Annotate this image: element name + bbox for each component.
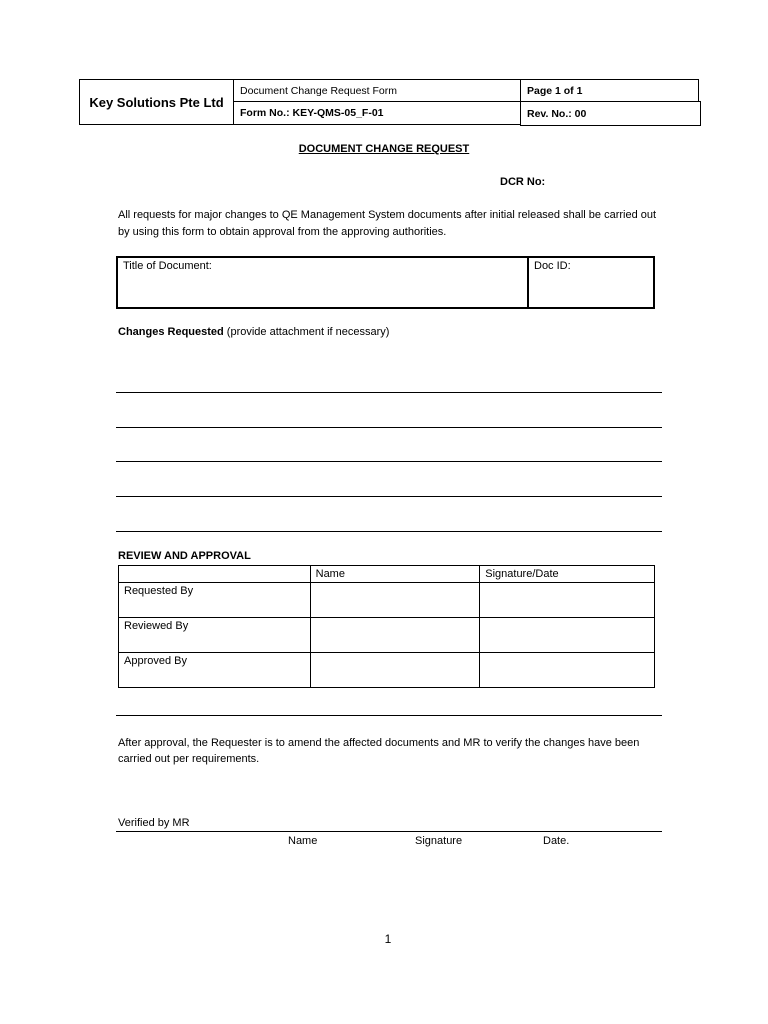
requested-by-label: Requested By xyxy=(119,583,311,618)
document-title: DOCUMENT CHANGE REQUEST xyxy=(298,143,470,155)
table-header-signature-date: Signature/Date xyxy=(480,566,655,583)
changes-line-5 xyxy=(116,531,662,532)
approved-by-label: Approved By xyxy=(119,653,311,688)
changes-requested-note: (provide attachment if necessary) xyxy=(223,326,390,338)
form-number-cell xyxy=(233,101,521,125)
revision-number: Rev. No.: 00 xyxy=(527,107,587,120)
verification-line xyxy=(116,831,662,832)
changes-line-4 xyxy=(116,496,662,497)
changes-requested-label: Changes Requested xyxy=(118,326,224,338)
table-header-cell xyxy=(119,566,311,583)
review-approval-table xyxy=(118,565,655,688)
table-row xyxy=(119,583,655,618)
page-number: 1 xyxy=(384,932,392,946)
approved-by-name-cell[interactable] xyxy=(310,653,480,688)
intro-paragraph: All requests for major changes to QE Management System documents after initial released shall be carried out by using this form to obtain approval from the approving authorities. xyxy=(118,209,657,238)
reviewed-by-name-cell[interactable] xyxy=(310,618,480,653)
requested-by-signature-cell[interactable] xyxy=(480,583,655,618)
approved-by-signature-cell[interactable] xyxy=(480,653,655,688)
verification-name-label: Name xyxy=(288,835,318,847)
separator-line xyxy=(116,715,662,716)
changes-requested-heading xyxy=(118,326,389,338)
dcr-number-label: DCR No: xyxy=(500,176,546,188)
page-count: Page 1 of 1 xyxy=(527,84,583,97)
verification-date-label: Date. xyxy=(543,835,570,847)
form-number: Form No.: KEY-QMS-05_F-01 xyxy=(240,107,384,119)
page-count-cell xyxy=(520,79,699,102)
company-name-cell xyxy=(79,79,234,125)
company-name: Key Solutions Pte Ltd xyxy=(89,94,224,110)
form-title: Document Change Request Form xyxy=(240,84,397,97)
reviewed-by-signature-cell[interactable] xyxy=(480,618,655,653)
verification-signature-label: Signature xyxy=(415,835,463,847)
after-approval-paragraph: After approval, the Requester is to amend the affected documents and MR to verify the changes have been carried out per requirements. xyxy=(118,737,640,765)
document-info-divider xyxy=(527,256,529,309)
verified-by-mr-label: Verified by MR xyxy=(118,817,190,829)
review-approval-heading: REVIEW AND APPROVAL xyxy=(118,550,251,562)
table-row xyxy=(119,618,655,653)
table-row xyxy=(119,653,655,688)
doc-id-label: Doc ID: xyxy=(534,260,571,272)
form-title-cell xyxy=(233,79,521,102)
reviewed-by-label: Reviewed By xyxy=(119,618,311,653)
table-header-name: Name xyxy=(310,566,480,583)
changes-line-2 xyxy=(116,427,662,428)
table-header-row xyxy=(119,566,655,583)
changes-line-1 xyxy=(116,392,662,393)
revision-number-cell xyxy=(520,101,701,126)
changes-line-3 xyxy=(116,461,662,462)
document-title-block xyxy=(0,143,768,155)
title-of-document-label: Title of Document: xyxy=(123,260,212,272)
requested-by-name-cell[interactable] xyxy=(310,583,480,618)
